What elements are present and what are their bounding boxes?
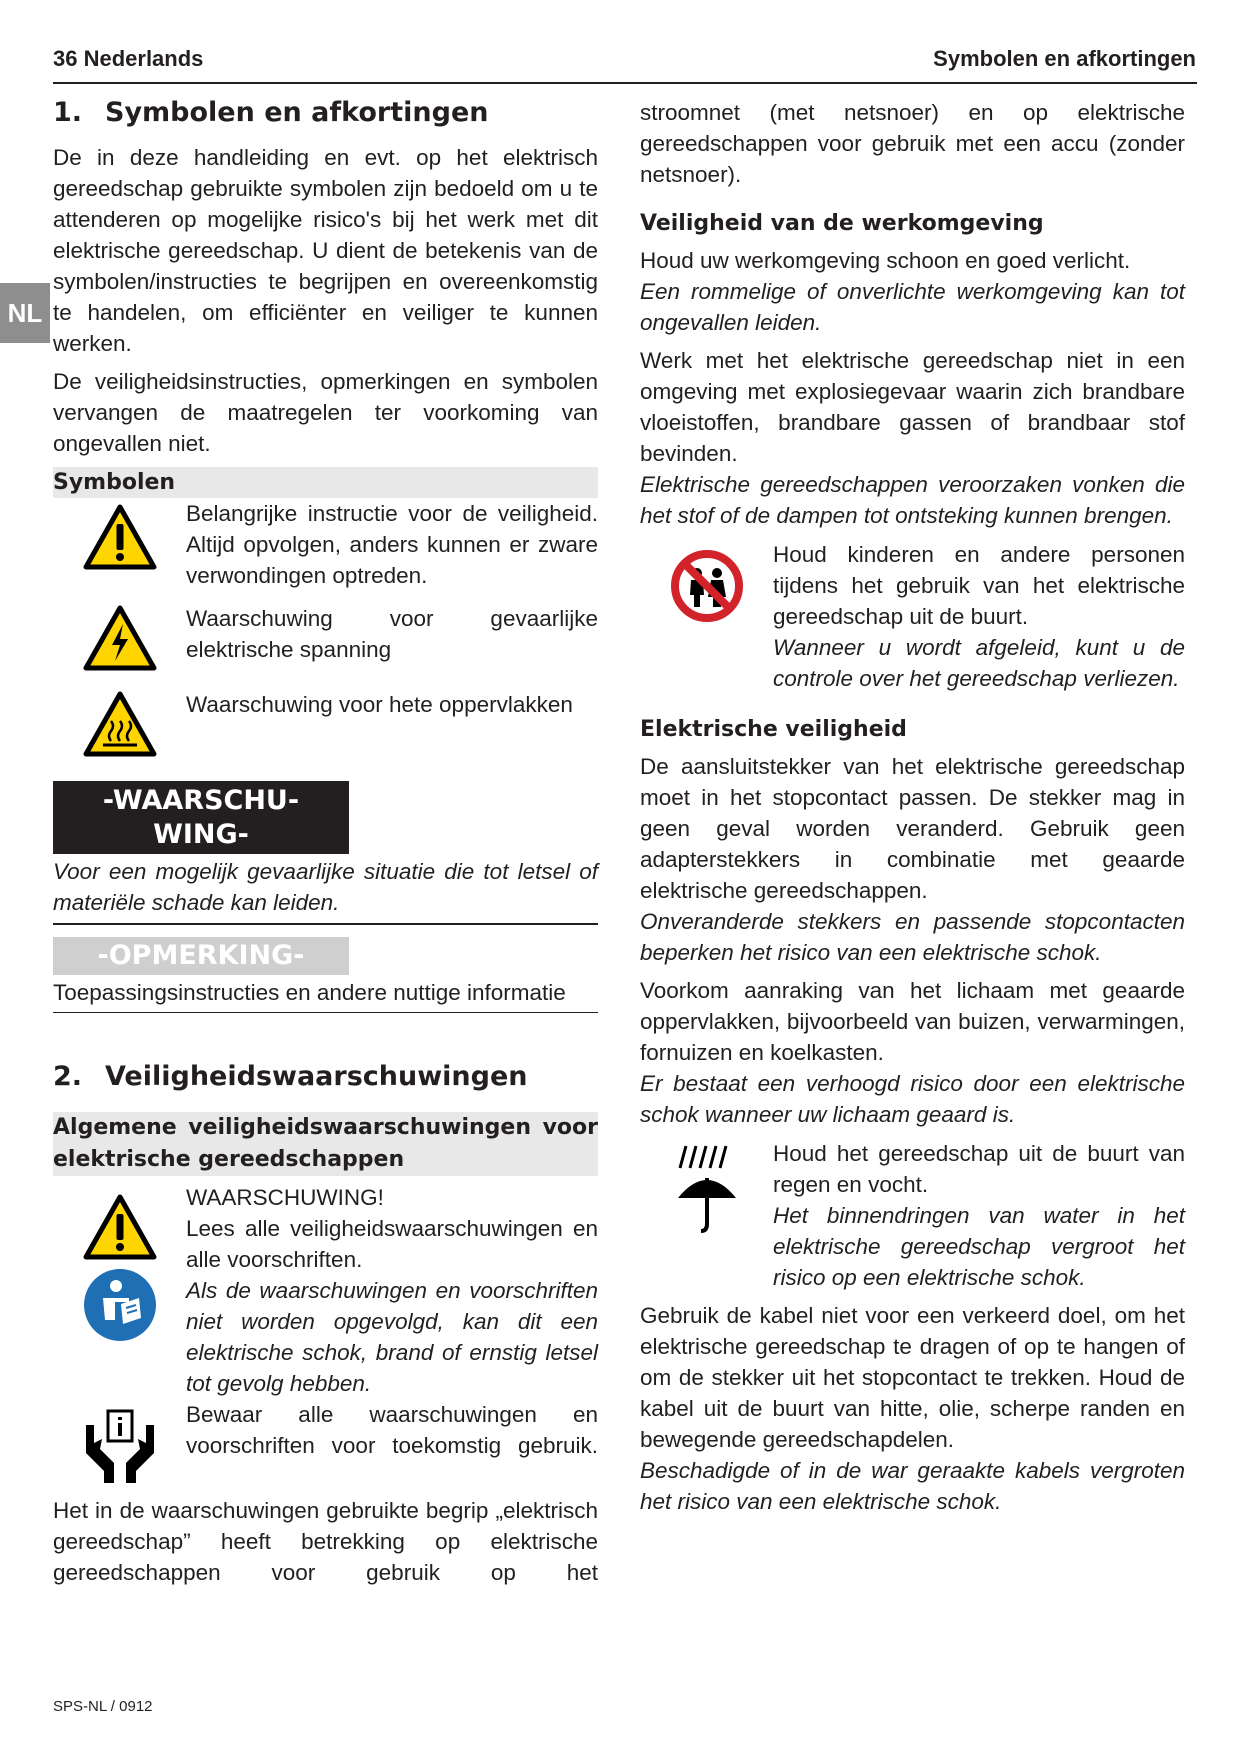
section-1-number: 1. [53, 97, 83, 128]
keep-dry-umbrella-icon [672, 1142, 742, 1234]
left-column [53, 97, 598, 1588]
warning-triangle-icon [83, 504, 157, 570]
section-1-title: Symbolen en afkortingen [105, 97, 489, 128]
page-header-left: 36 Nederlands [53, 46, 204, 71]
work-area-consequence-1: Een rommelige of onverlichte werkomgeving kan tot ongevallen leiden. [640, 279, 1185, 335]
children-consequence: Wanneer u wordt afgeleid, kunt u de controle over het gereedschap verliezen. [773, 635, 1185, 691]
general-safety-heading: Algemene veiligheidswaarschuwingen voor elektrische gereedschappen [53, 1112, 598, 1176]
warning-triangle-icon [83, 1194, 157, 1260]
symbol-row-hot [53, 689, 598, 757]
electrical-safety-heading: Elektrische veiligheid [640, 717, 907, 742]
electrical-consequence-1: Onveranderde stekkers en passende stopcontacten beperken het risico van een elektrische schok. [640, 909, 1185, 965]
work-area-heading: Veiligheid van de werkomgeving [640, 211, 1044, 236]
symbols-heading: Symbolen [53, 467, 598, 498]
warning-label-line-1: -WAARSCHU- [102, 785, 300, 816]
section-1-heading [53, 97, 598, 128]
general-warning-block [53, 1182, 598, 1399]
note-label: -OPMERKING- [53, 937, 349, 975]
language-tab: NL [0, 283, 50, 343]
symbol-text-electric: Waarschuwing voor gevaarlijke elektrische spanning [186, 606, 598, 662]
keep-instructions-text: Bewaar alle waarschuwingen en voorschriften voor toekomstig gebruik. [186, 1402, 598, 1458]
work-area-text-2: Werk met het elektrische gereedschap niet in een omgeving met explosiegevaar waarin zich brandbare vloeistoffen, brandbare gassen of brandbaar stof bevinden. [640, 348, 1185, 466]
work-area-consequence-2: Elektrische gereedschappen veroorzaken vonken die het stof of de dampen tot ontsteking kunnen brengen. [640, 472, 1185, 528]
rain-block [640, 1138, 1185, 1293]
rain-consequence: Het binnendringen van water in het elektrische gereedschap vergroot het risico op een elektrische schok. [773, 1203, 1185, 1290]
electric-hazard-icon [83, 605, 157, 671]
electrical-text-2: Voorkom aanraking van het lichaam met geaarde oppervlakken, bijvoorbeeld van buizen, verwarmingen, fornuizen en koelkasten. [640, 978, 1185, 1065]
warning-word: WAARSCHUWING! [186, 1185, 384, 1210]
cable-consequence: Beschadigde of in de war geraakte kabels vergroten het risico van een elektrische schok. [640, 1458, 1185, 1514]
hot-surface-icon [83, 691, 157, 757]
warning-label [53, 781, 349, 854]
keep-manual-hands-icon [80, 1405, 160, 1485]
no-children-icon [670, 549, 744, 623]
note-text: Toepassingsinstructies en andere nuttige informatie [53, 979, 566, 1005]
electrical-text-1: De aansluitstekker van het elektrische gereedschap moet in het stopcontact passen. De stekker mag in geen geval worden veranderd. Gebruik geen adapterstekkers in combinatie met geaarde elektrische gereedschappen. [640, 754, 1185, 903]
read-manual-icon [83, 1268, 157, 1342]
page-footer: SPS-NL / 0912 [53, 1698, 153, 1715]
symbol-text-hot: Waarschuwing voor hete oppervlakken [186, 692, 573, 717]
section-2-number: 2. [53, 1061, 83, 1092]
cable-text: Gebruik de kabel niet voor een verkeerd doel, om het elektrische gereedschap te dragen of op te hangen of om de stekker uit het stopcontact te trekken. Houd de kabel uit de buurt van hitte, olie, scherpe randen en bewegende gereedschapdelen. [640, 1303, 1185, 1452]
work-area-text-1: Houd uw werkomgeving schoon en goed verlicht. [640, 248, 1131, 273]
symbol-text-safety: Belangrijke instructie voor de veiligheid. Altijd opvolgen, anders kunnen er zware verwondingen optreden. [186, 501, 598, 588]
intro-paragraph-2: De veiligheidsinstructies, opmerkingen en symbolen vervangen de maatregelen ter voorkoming van ongevallen niet. [53, 369, 598, 456]
term-definition-continued: stroomnet (met netsnoer) en op elektrische gereedschappen voor gebruik met een accu (zonder netsnoer). [640, 100, 1185, 187]
right-column [640, 97, 1185, 1517]
note-rule [53, 1012, 598, 1014]
children-block [640, 539, 1185, 694]
keep-instructions-block [53, 1399, 598, 1485]
read-instructions-consequence: Als de waarschuwingen en voorschriften niet worden opgevolgd, kan dit een elektrische schok, brand of ernstig letsel tot gevolg hebben. [186, 1278, 598, 1396]
symbol-row-electric [53, 603, 598, 671]
warning-label-line-2: WING- [153, 819, 249, 850]
header-rule [53, 82, 1197, 84]
section-2-heading [53, 1061, 598, 1092]
section-2-title: Veiligheidswaarschuwingen [105, 1061, 528, 1092]
intro-paragraph-1: De in deze handleiding en evt. op het elektrisch gereedschap gebruikte symbolen zijn bedoeld om u te attenderen op mogelijke risico's bij het werk met dit elektrische gereedschap. U dient de betekenis van de symbolen/instructies te begrijpen en overeenkomstig te handelen, om efficiënter en veiliger te kunnen werken. [53, 145, 598, 356]
read-instructions-text: Lees alle veiligheidswaarschuwingen en alle voorschriften. [186, 1216, 598, 1272]
page-header-right: Symbolen en afkortingen [933, 46, 1196, 71]
warning-rule [53, 923, 598, 925]
rain-text: Houd het gereedschap uit de buurt van regen en vocht. [773, 1141, 1185, 1197]
term-definition-text: Het in de waarschuwingen gebruikte begrip „elektrisch gereedschap” heeft betrekking op elektrische gereedschappen voor gebruik op het [53, 1498, 598, 1585]
electrical-consequence-2: Er bestaat een verhoogd risico door een elektrische schok wanneer uw lichaam geaard is. [640, 1071, 1185, 1127]
warning-text: Voor een mogelijk gevaarlijke situatie die tot letsel of materiële schade kan leiden. [53, 859, 598, 915]
children-text: Houd kinderen en andere personen tijdens het gebruik van het elektrische gereedschap uit de buurt. [773, 542, 1185, 629]
symbol-row-safety [53, 498, 598, 591]
